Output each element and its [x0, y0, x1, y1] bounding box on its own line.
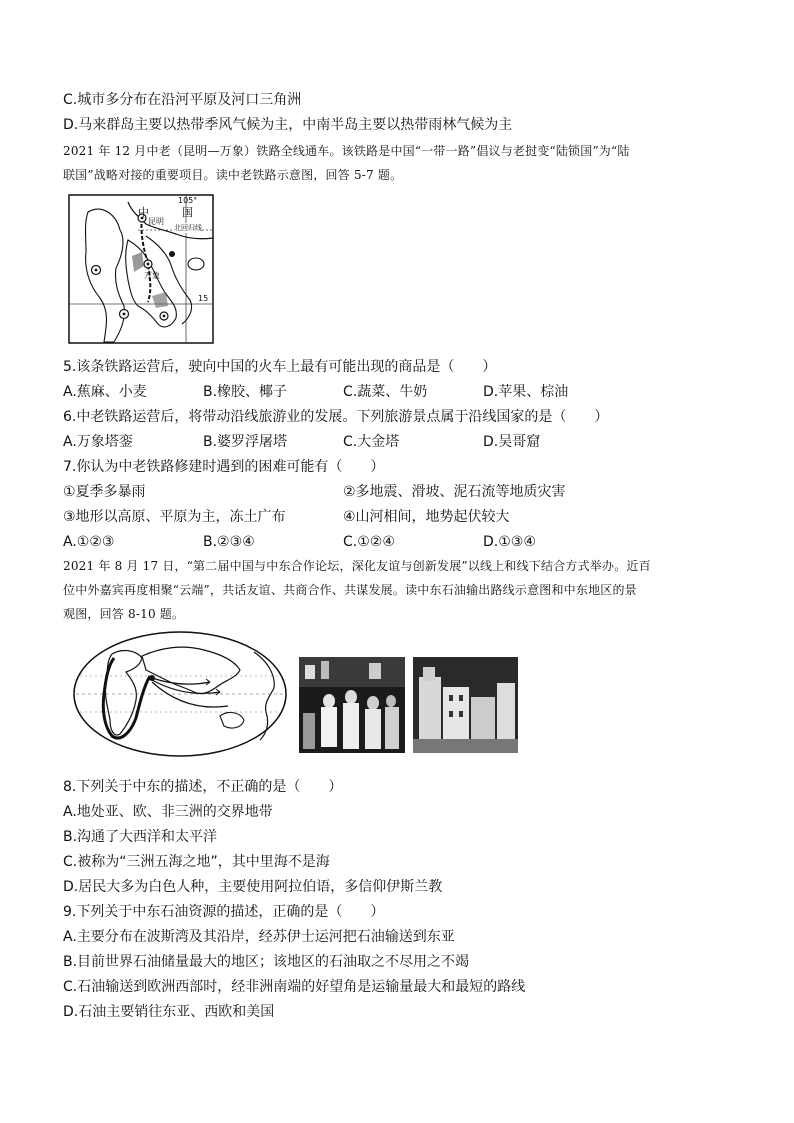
question-8-option-c[interactable]: C.被称为“三洲五海之地”，其中里海不是海: [63, 854, 330, 870]
question-6-option-c[interactable]: C.大金塔: [343, 434, 400, 450]
question-8-option-b[interactable]: B.沟通了大西洋和太平洋: [63, 829, 218, 845]
question-7-item-2: ②多地震、滑坡、泥石流等地质灾害: [343, 484, 566, 500]
question-7-item-4: ④山河相间，地势起伏较大: [343, 509, 510, 525]
option-d-prev: D.马来群岛主要以热带季风气候为主，中南半岛主要以热带雨林气候为主: [63, 117, 513, 133]
question-5-stem: 5.该条铁路运营后，驶向中国的火车上最有可能出现的商品是（ ）: [63, 359, 497, 375]
question-5-option-c[interactable]: C.蔬菜、牛奶: [343, 384, 428, 400]
option-c-prev: C.城市多分布在沿河平原及河口三角洲: [63, 92, 302, 108]
passage-intro-2b: 位中外嘉宾再度相聚“云端”，共话友谊、共商合作、共谋发展。读中东石油输出路线示意图和中东地区的景: [63, 583, 637, 597]
map-label-vientiane: 万象: [144, 271, 160, 280]
question-9-option-a[interactable]: A.主要分布在波斯湾及其沿岸，经苏伊士运河把石油输送到东亚: [63, 929, 455, 945]
passage-intro-2c: 观图，回答 8-10 题。: [63, 607, 185, 621]
question-5-option-b[interactable]: B.橡胶、椰子: [203, 384, 288, 400]
map-label-tropic: 北回归线: [174, 224, 202, 232]
middle-east-crowd-photo: [299, 657, 405, 753]
question-9-stem: 9.下列关于中东石油资源的描述，正确的是（ ）: [63, 904, 385, 920]
map-label-15: 15: [198, 294, 209, 303]
question-7-option-c[interactable]: C.①②④: [343, 534, 395, 550]
map-label-kunming: 昆明: [148, 217, 164, 226]
middle-east-oil-route-map: [70, 630, 290, 758]
question-6-option-a[interactable]: A.万象塔銮: [63, 434, 133, 450]
question-8-option-d[interactable]: D.居民大多为白色人种，主要使用阿拉伯语，多信仰伊斯兰教: [63, 879, 443, 895]
question-6-option-b[interactable]: B.婆罗浮屠塔: [203, 434, 288, 450]
question-7-item-3: ③地形以高原、平原为主，冻土广布: [63, 509, 286, 525]
passage-intro-2: 2021 年 8 月 17 日，“第二届中国与中东合作论坛，深化友谊与创新发展”以线上和线下结合方式举办。近百: [63, 559, 651, 573]
map-label-guo: 国: [182, 206, 193, 219]
question-7-option-d[interactable]: D.①③④: [483, 534, 536, 550]
middle-east-architecture-photo: [413, 657, 518, 753]
question-7-option-b[interactable]: B.②③④: [203, 534, 255, 550]
question-7-stem: 7.你认为中老铁路修建时遇到的困难可能有（ ）: [63, 459, 385, 475]
passage-intro-1b: 联国”战略对接的重要项目。读中老铁路示意图，回答 5-7 题。: [63, 168, 403, 182]
question-6-stem: 6.中老铁路运营后，将带动沿线旅游业的发展。下列旅游景点属于沿线国家的是（ ）: [63, 409, 609, 425]
question-7-item-1: ①夏季多暴雨: [63, 484, 146, 500]
map-label-zhong: 中: [138, 206, 149, 219]
question-5-option-d[interactable]: D.苹果、棕油: [483, 384, 569, 400]
question-7-option-a[interactable]: A.①②③: [63, 534, 115, 550]
question-9-option-b[interactable]: B.目前世界石油储量最大的地区；该地区的石油取之不尽用之不竭: [63, 954, 470, 970]
question-5-option-a[interactable]: A.蕉麻、小麦: [63, 384, 147, 400]
china-laos-railway-map: [68, 194, 214, 344]
question-6-option-d[interactable]: D.吴哥窟: [483, 434, 541, 450]
question-8-stem: 8.下列关于中东的描述，不正确的是（ ）: [63, 779, 343, 795]
question-8-option-a[interactable]: A.地处亚、欧、非三洲的交界地带: [63, 804, 273, 820]
map-label-105: 105°: [178, 196, 198, 205]
question-9-option-c[interactable]: C.石油输送到欧洲西部时，经非洲南端的好望角是运输量最大和最短的路线: [63, 979, 526, 995]
passage-intro-1: 2021 年 12 月中老（昆明—万象）铁路全线通车。该铁路是中国“一带一路”倡议与老挝变“陆锁国”为“陆: [63, 144, 630, 158]
question-9-option-d[interactable]: D.石油主要销往东亚、西欧和美国: [63, 1004, 275, 1020]
